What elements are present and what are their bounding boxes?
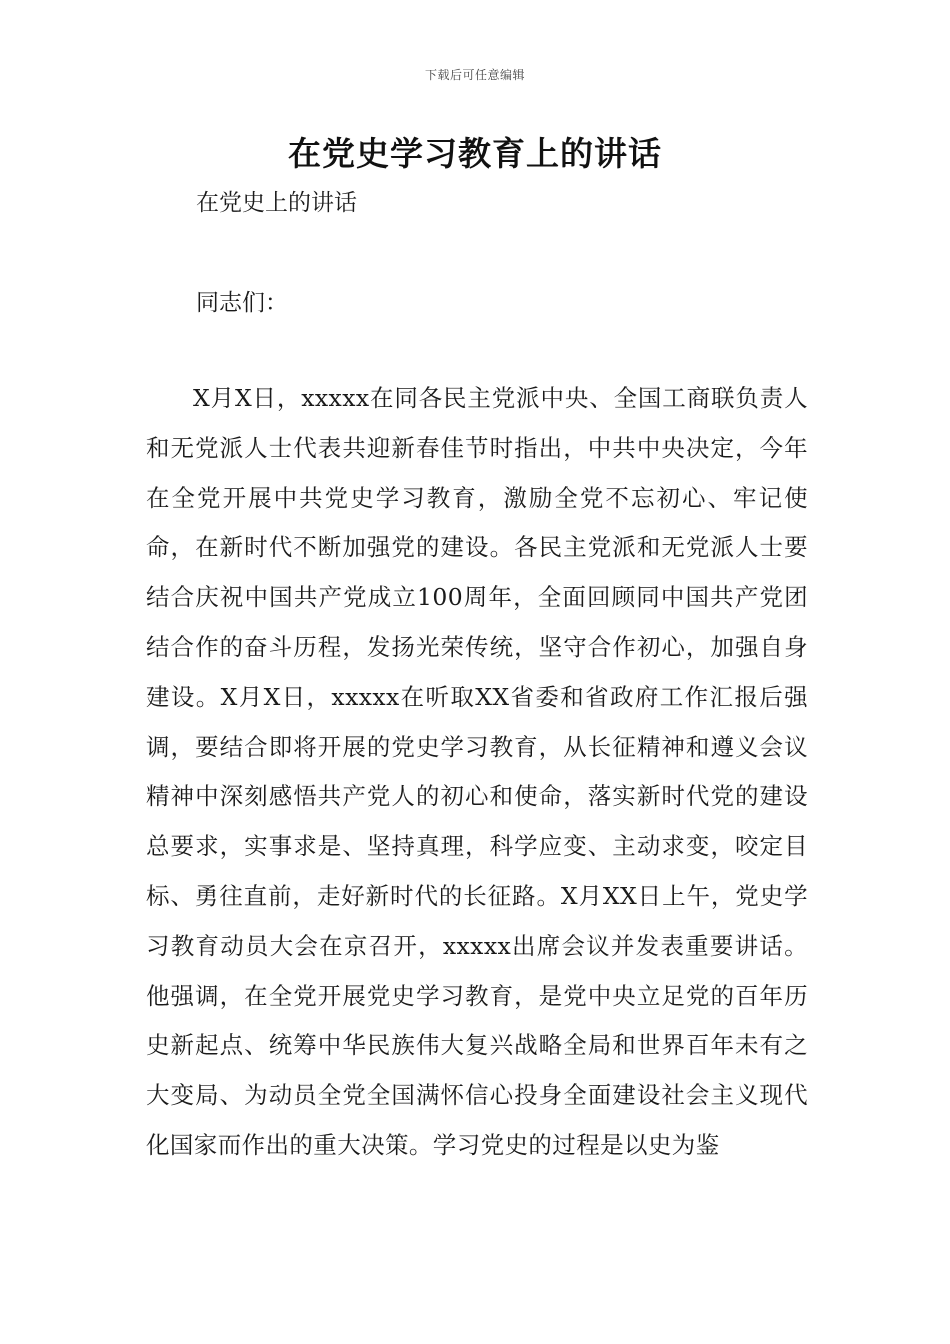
document-subtitle: 在党史上的讲话	[196, 190, 357, 216]
header-note: 下载后可任意编辑	[424, 68, 525, 82]
document-title: 在党史学习教育上的讲话	[288, 134, 662, 173]
salutation: 同志们：	[196, 290, 288, 316]
body-paragraph: X月X日，xxxxx在同各民主党派中央、全国工商联负责人和无党派人士代表共迎新春佳节时指出，中共中央决定，今年在全党开展中共党史学习教育，激励全党不忘初心、牢记使命，在新时代不断加强党的建设。各民主党派和无党派人士要结合庆祝中国共产党成立100周年，全面回顾同中国共产党团结合作的奋斗历程，发扬光荣传统，坚守合作初心，加强自身建设。X月X日，xxxxx在听取XX省委和省政府工作汇报后强调，要结合即将开展的党史学习教育，从长征精神和遵义会议精神中深刻感悟共产党人的初心和使命，落实新时代党的建设总要求，实事求是、坚持真理，科学应变、主动求变，咬定目标、勇往直前，走好新时代的长征路。X月XX日上午，党史学习教育动员大会在京召开，xxxxx出席会议并发表重要讲话。他强调，在全党开展党史学习教育，是党中央立足党的百年历史新起点、统筹中华民族伟大复兴战略全局和世界百年未有之大变局、为动员全党全国满怀信心投身全面建设社会主义现代化国家而作出的重大决策。学习党史的过程是以史为鉴	[146, 384, 808, 1159]
